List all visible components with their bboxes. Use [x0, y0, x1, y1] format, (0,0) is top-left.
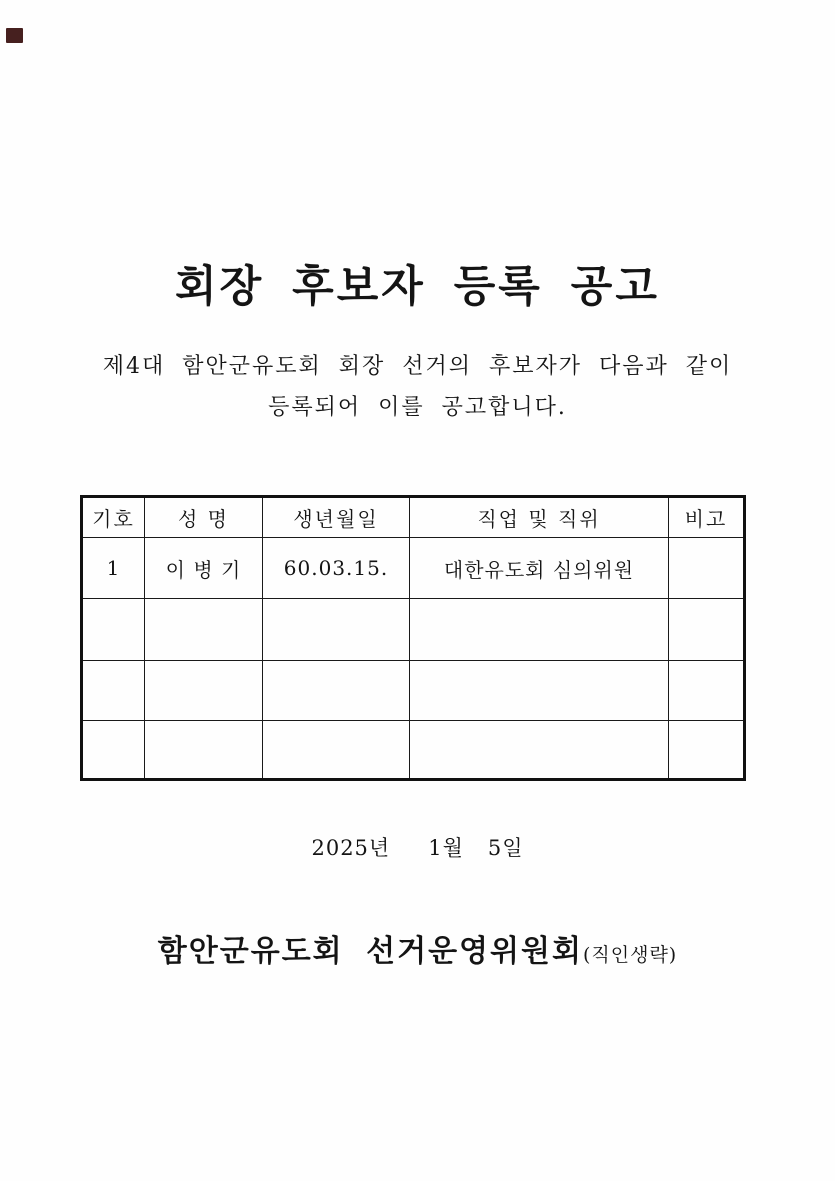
- cell-birthdate: [263, 661, 410, 721]
- table-row: [82, 721, 745, 780]
- table-header-row: [82, 497, 745, 538]
- intro-line-1: 제4대 함안군유도회 회장 선거의 후보자가 다음과 같이: [102, 354, 733, 379]
- cell-name: [145, 721, 263, 780]
- column-header-symbol: 기호: [82, 497, 145, 538]
- cell-note: [669, 721, 745, 780]
- issuer-line: [0, 926, 835, 970]
- cell-birthdate: [263, 721, 410, 780]
- date-year: 2025년: [311, 836, 391, 860]
- cell-name: [145, 599, 263, 661]
- cell-occupation: [410, 721, 669, 780]
- column-header-occupation: 직업 및 직위: [410, 497, 669, 538]
- cell-note: [669, 538, 745, 599]
- scan-artifact-mark: [6, 28, 23, 43]
- cell-note: [669, 599, 745, 661]
- table-row: [82, 538, 745, 599]
- table-row: [82, 661, 745, 721]
- column-header-note: 비고: [669, 497, 745, 538]
- candidate-table: [80, 495, 746, 781]
- date-line: [0, 832, 835, 862]
- cell-symbol: 1: [82, 538, 145, 599]
- cell-birthdate: 60.03.15.: [263, 538, 410, 599]
- date-month: 1월: [428, 836, 464, 860]
- cell-name: 이 병 기: [145, 538, 263, 599]
- table-row: [82, 599, 745, 661]
- date-day: 5일: [487, 836, 524, 860]
- cell-symbol: [82, 599, 145, 661]
- issuing-organization: 함안군유도회 선거운영위원회: [157, 934, 583, 969]
- cell-symbol: [82, 721, 145, 780]
- cell-occupation: 대한유도회 심의위원: [410, 538, 669, 599]
- cell-occupation: [410, 661, 669, 721]
- cell-symbol: [82, 661, 145, 721]
- cell-birthdate: [263, 599, 410, 661]
- cell-note: [669, 661, 745, 721]
- cell-occupation: [410, 599, 669, 661]
- intro-paragraph: [0, 346, 835, 428]
- intro-line-2: 등록되어 이를 공고합니다.: [268, 395, 567, 420]
- column-header-name: 성 명: [145, 497, 263, 538]
- cell-name: [145, 661, 263, 721]
- seal-omitted-note: (직인생략): [582, 944, 678, 966]
- column-header-birthdate: 생년월일: [263, 497, 410, 538]
- document-title: 회장 후보자 등록 공고: [175, 261, 660, 312]
